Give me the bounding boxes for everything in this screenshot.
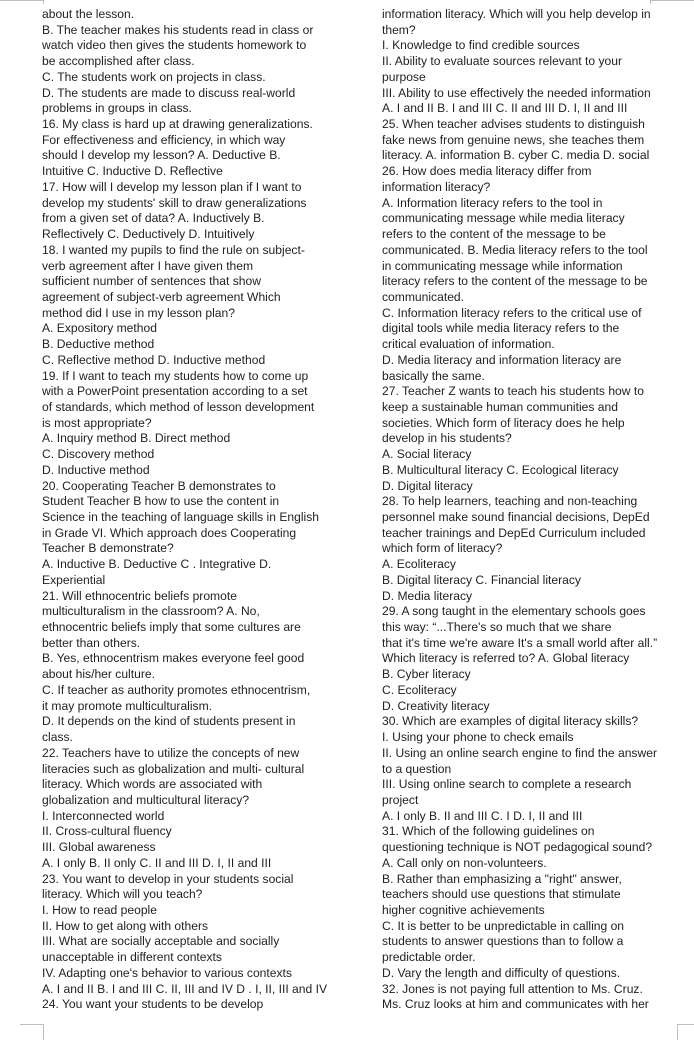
right-column-text-line: questioning technique is NOT pedagogical sound? (382, 840, 653, 855)
left-column-text-line: globalization and multicultural literacy? (42, 792, 250, 807)
right-column-text-line: develop in his students? (382, 431, 512, 446)
left-column-text-line: should I develop my lesson? A. Deductive B. (42, 148, 281, 163)
right-column-text-line: predictable order. (382, 950, 476, 965)
left-column-text-line: C. Discovery method (42, 447, 155, 462)
right-column-text-line: keep a sustainable human communities and (382, 399, 618, 414)
right-column-text-line: literacy. A. information B. cyber C. media D. social (382, 148, 650, 163)
left-column-text-line: 16. My class is hard up at drawing generalizations. (42, 117, 313, 132)
right-column-text-line: teachers should use questions that stimulate (382, 887, 621, 902)
left-column-text-line: A. Expository method (42, 321, 157, 336)
right-column-text-line: D. Media literacy and information literacy are (382, 352, 622, 367)
right-column-text-line: in communicating message while information (382, 258, 623, 273)
right-column-text-line: that it's time we're aware It's a small world after all.” (382, 635, 658, 650)
left-column-text-line: 19. If I want to teach my students how to come up (42, 368, 309, 383)
left-column-text-line: B. Deductive method (42, 337, 155, 352)
left-column-text-line: be accomplished after class. (42, 54, 195, 69)
right-column-text-line: communicated. (382, 289, 465, 304)
crop-mark-bottom-right-horizontal (677, 1024, 694, 1025)
right-column-text-line: C. Ecoliteracy (382, 682, 457, 697)
right-column-text-line: 25. When teacher advises students to distinguish (382, 117, 645, 132)
left-column-text-line: A. I and II B. I and III C. II, III and IV D . I, II, III and IV (42, 981, 328, 996)
right-column-text-line: B. Rather than emphasizing a "right" answer, (382, 871, 622, 886)
right-column-text-line: C. Information literacy refers to the critical use of (382, 305, 642, 320)
right-column-text-line: D. Creativity literacy (382, 698, 490, 713)
left-column-text-line: 24. You want your students to be develop (42, 997, 264, 1012)
crop-mark-top-right-vertical (650, 0, 651, 4)
right-column-text-line: fake news from genuine news, she teaches them (382, 132, 645, 147)
right-column-text-line: 29. A song taught in the elementary schools goes (382, 604, 646, 619)
right-column-text-line: C. It is better to be unpredictable in calling on (382, 918, 625, 933)
left-column-text-line: about his/her culture. (42, 667, 155, 682)
left-column-text-line: method did I use in my lesson plan? (42, 305, 235, 320)
right-column-text-line: A. Ecoliteracy (382, 557, 456, 572)
right-column-text-line: literacy refers to the content of the message to be (382, 274, 648, 289)
left-column-text-line: unacceptable in different contexts (42, 950, 222, 965)
right-column-text-line: Ms. Cruz looks at him and communicates with her (382, 997, 649, 1012)
right-column-text-line: A. I only B. II and III C. I D. I, II and III (382, 808, 583, 823)
left-text-column (42, 7, 342, 1013)
right-column-text-line: teacher trainings and DepEd Curriculum included (382, 525, 646, 540)
right-column-text-line: critical evaluation of information. (382, 337, 555, 352)
right-column-text-line: purpose (382, 69, 426, 84)
left-column-text-line: from a given set of data? A. Inductively B. (42, 211, 265, 226)
right-column-text-line: D. Digital literacy (382, 478, 473, 493)
left-column-text-line: with a PowerPoint presentation according to a set (42, 384, 308, 399)
left-column-text-line: multiculturalism in the classroom? A. No, (42, 604, 260, 619)
right-column-text-line: I. Using your phone to check emails (382, 730, 574, 745)
left-column-text-line: sufficient number of sentences that show (42, 274, 261, 289)
left-column-text-line: literacy. Which will you teach? (42, 887, 203, 902)
right-column-text-line: B. Cyber literacy (382, 667, 471, 682)
left-column-text-line: Teacher B demonstrate? (42, 541, 174, 556)
left-column-text-line: class. (42, 730, 73, 745)
left-column-text-line: IV. Adapting one's behavior to various contexts (42, 965, 292, 980)
left-column-text-line: For effectiveness and efficiency, in which way (42, 132, 286, 147)
right-column-text-line: D. Vary the length and difficulty of questions. (382, 965, 621, 980)
right-column-text-line: to a question (382, 761, 452, 776)
right-column-text-line: information literacy. Which will you help develop in (382, 7, 651, 21)
right-column-text-line: which form of literacy? (382, 541, 503, 556)
right-column-text-line: basically the same. (382, 368, 485, 383)
left-column-text-line: D. It depends on the kind of students present in (42, 714, 296, 729)
left-column-text-line: literacies such as globalization and multi- cultural (42, 761, 305, 776)
left-column-text-line: ethnocentric beliefs imply that some cultures are (42, 620, 301, 635)
left-column-text-line: D. The students are made to discuss real-world (42, 85, 296, 100)
crop-mark-bottom-right-vertical (677, 1024, 678, 1040)
crop-mark-top-left-vertical (43, 0, 44, 4)
left-column-text-line: 21. Will ethnocentric beliefs promote (42, 588, 237, 603)
left-column-text-line: 22. Teachers have to utilize the concepts of new (42, 745, 300, 760)
right-column-text-line: digital tools while media literacy refers to the (382, 321, 620, 336)
right-column-text-line: B. Multicultural literacy C. Ecological literacy (382, 462, 619, 477)
right-column-text-line: 32. Jones is not paying full attention to Ms. Cruz. (382, 981, 643, 996)
right-column-text-line: refers to the content of the message to be (382, 227, 606, 242)
left-column-text-line: Science in the teaching of language skills in English (42, 510, 319, 524)
left-column-text-line: verb agreement after I have given them (42, 258, 254, 273)
right-column-text-line: personnel make sound financial decisions, DepEd (382, 510, 650, 524)
right-column-text-line: I. Knowledge to find credible sources (382, 38, 580, 53)
left-column-text-line: Intuitive C. Inductive D. Reflective (42, 164, 223, 179)
right-column-text-line: 26. How does media literacy differ from (382, 164, 592, 179)
left-column-text-line: agreement of subject-verb agreement Which (42, 289, 281, 304)
crop-mark-bottom-left-horizontal (20, 1024, 44, 1025)
crop-mark-bottom-left-vertical (43, 1024, 44, 1040)
left-column-text-line: B. The teacher makes his students read in class or (42, 22, 314, 37)
right-column-text-line: III. Using online search to complete a research (382, 777, 632, 792)
right-column-text-line: D. Media literacy (382, 588, 473, 603)
left-column-text-line: literacy. Which words are associated with (42, 777, 263, 792)
right-column-text-line: 31. Which of the following guidelines on (382, 824, 595, 839)
left-column-text-line: develop my students' skill to draw generalizations (42, 195, 307, 210)
left-column-text-line: C. If teacher as authority promotes ethnocentrism, (42, 682, 311, 697)
right-text-column (382, 7, 682, 1013)
left-column-text-line: III. What are socially acceptable and socially (42, 934, 280, 949)
left-column-text-line: 23. You want to develop in your students social (42, 871, 294, 886)
left-column-text-line: A. Inquiry method B. Direct method (42, 431, 231, 446)
left-column-text-line: III. Global awareness (42, 840, 156, 855)
crop-mark-top-left-horizontal (0, 0, 44, 1)
left-column-text-line: it may promote multiculturalism. (42, 698, 213, 713)
right-column-text-line: information literacy? (382, 179, 491, 194)
left-column-text-line: Reflectively C. Deductively D. Intuitively (42, 227, 255, 242)
left-column-text-line: 20. Cooperating Teacher B demonstrates to (42, 478, 276, 493)
left-column-text-line: is most appropriate? (42, 415, 152, 430)
left-column-text-line: D. Inductive method (42, 462, 150, 477)
right-column-text-line: this way: “...There's so much that we share (382, 620, 612, 635)
left-column-text-line: II. How to get along with others (42, 918, 209, 933)
left-column-text-line: Student Teacher B how to use the content in (42, 494, 280, 509)
right-column-text-line: communicating message while media literacy (382, 211, 625, 226)
left-column-text-line: C. The students work on projects in class. (42, 69, 266, 84)
right-column-text-line: A. Call only on non-volunteers. (382, 855, 547, 870)
right-column-text-line: Which literacy is referred to? A. Global literacy (382, 651, 630, 666)
left-column-text-line: in Grade VI. Which approach does Cooperating (42, 525, 297, 540)
right-column-text-line: II. Ability to evaluate sources relevant to your (382, 54, 622, 69)
right-column-text-line: A. Social literacy (382, 447, 472, 462)
right-column-text-line: 28. To help learners, teaching and non-teaching (382, 494, 638, 509)
right-column-text-line: students to answer questions than to follow a (382, 934, 624, 949)
right-column-text-line: A. I and II B. I and III C. II and III D. I, II and III (382, 101, 628, 116)
left-column-text-line: 18. I wanted my pupils to find the rule on subject- (42, 242, 305, 257)
right-column-text-line: communicated. B. Media literacy refers to the tool (382, 242, 648, 257)
left-column-text-line: problems in groups in class. (42, 101, 192, 116)
left-column-text-line: I. Interconnected world (42, 808, 165, 823)
right-column-text-line: societies. Which form of literacy does he help (382, 415, 625, 430)
right-column-text-line: B. Digital literacy C. Financial literacy (382, 572, 581, 587)
left-column-text-line: C. Reflective method D. Inductive method (42, 352, 266, 367)
left-column-text-line: II. Cross-cultural fluency (42, 824, 172, 839)
left-column-text-line: better than others. (42, 635, 141, 650)
left-column-text-line: Experiential (42, 572, 106, 587)
right-column-text-line: project (382, 792, 419, 807)
left-column-text-line: A. I only B. II only C. II and III D. I, II and III (42, 855, 272, 870)
crop-mark-top-right-horizontal (650, 0, 694, 1)
right-column-text-line: III. Ability to use effectively the needed information (382, 85, 651, 100)
left-column-text-line: A. Inductive B. Deductive C . Integrative D. (42, 557, 272, 572)
left-column-text-line: of standards, which method of lesson development (42, 399, 315, 414)
right-column-text-line: higher cognitive achievements (382, 902, 545, 917)
left-column-text-line: 17. How will I develop my lesson plan if I want to (42, 179, 302, 194)
left-column-text-line: I. How to read people (42, 902, 157, 917)
left-column-text-line: about the lesson. (42, 7, 135, 21)
right-column-text-line: 27. Teacher Z wants to teach his students how to (382, 384, 644, 399)
left-column-text-line: B. Yes, ethnocentrism makes everyone feel good (42, 651, 305, 666)
right-column-text-line: A. Information literacy refers to the tool in (382, 195, 603, 210)
left-column-text-line: watch video then gives the students homework to (42, 38, 307, 53)
right-column-text-line: 30. Which are examples of digital literacy skills? (382, 714, 639, 729)
right-column-text-line: them? (382, 22, 416, 37)
right-column-text-line: II. Using an online search engine to find the answer (382, 745, 657, 760)
